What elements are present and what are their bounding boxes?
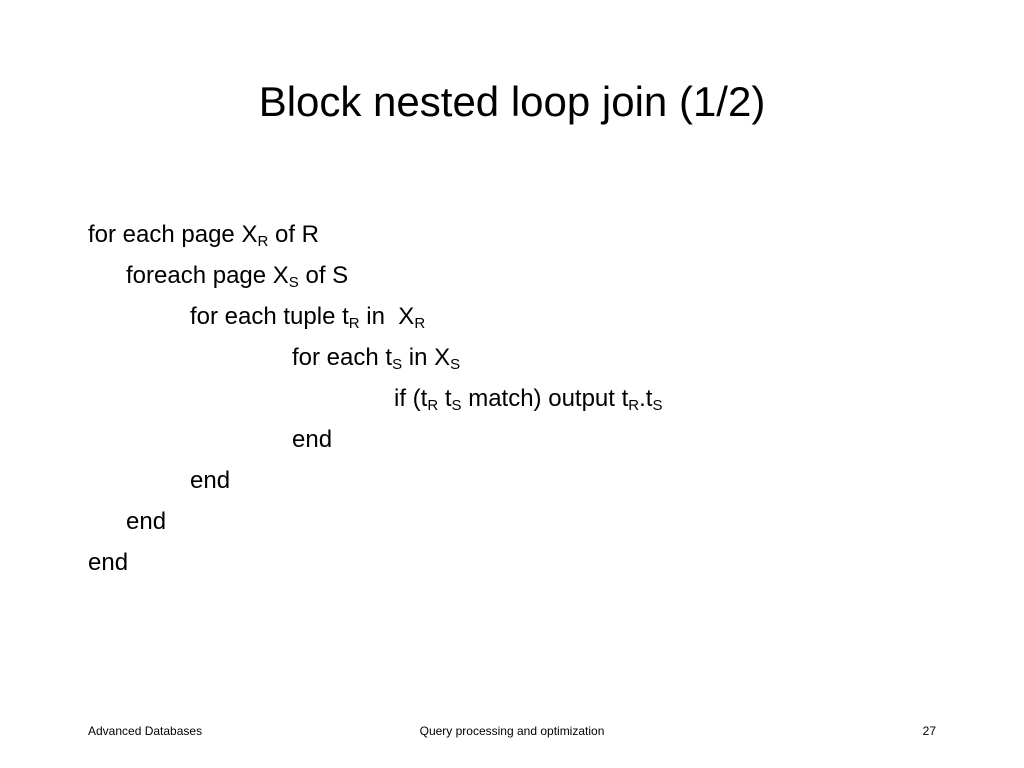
- code-line-inner-loop: [126, 260, 348, 292]
- code-line-end: end: [292, 426, 333, 453]
- code-subscript: R: [427, 397, 439, 414]
- code-subscript: R: [628, 397, 640, 414]
- code-text: foreach page X: [126, 262, 289, 289]
- code-subscript: R: [348, 315, 360, 332]
- code-subscript: S: [392, 356, 403, 373]
- code-line-tuple-loop-r: [190, 301, 425, 333]
- code-line-end: end: [88, 549, 129, 576]
- slide-title: Block nested loop join (1/2): [258, 78, 766, 125]
- code-text: if (t: [394, 385, 428, 412]
- code-text: for each t: [292, 344, 393, 371]
- footer-topic: Query processing and optimization: [419, 724, 605, 738]
- code-text: of S: [298, 262, 349, 289]
- code-subscript: S: [652, 397, 663, 414]
- code-text: in X: [402, 344, 451, 371]
- code-text: for each page X: [88, 221, 258, 248]
- code-subscript: R: [257, 233, 269, 250]
- code-subscript: S: [288, 274, 299, 291]
- code-text: of R: [268, 221, 319, 248]
- code-line-match-output: [394, 383, 662, 415]
- code-subscript: R: [414, 315, 426, 332]
- code-text: match) output t: [461, 385, 629, 412]
- code-text: in X: [359, 303, 415, 330]
- code-subscript: S: [451, 397, 462, 414]
- footer-page-number: 27: [922, 724, 936, 738]
- code-text: .t: [639, 385, 653, 412]
- code-text: for each tuple t: [190, 303, 349, 330]
- code-line-end: end: [190, 467, 231, 494]
- footer-course-name: Advanced Databases: [88, 724, 203, 738]
- code-line-outer-loop: [88, 219, 319, 251]
- code-line-tuple-loop-s: [292, 342, 460, 374]
- code-subscript: S: [450, 356, 461, 373]
- code-text: t: [438, 385, 452, 412]
- code-line-end: end: [126, 508, 167, 535]
